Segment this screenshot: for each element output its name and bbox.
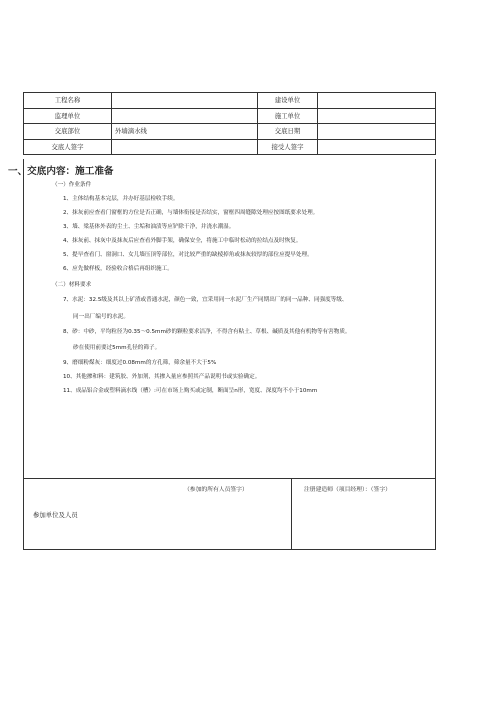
construction-unit-value <box>318 108 436 124</box>
all-participants-signature-hint: （参加的所有人员签字） <box>184 487 248 493</box>
briefer-signature-label: 交底人签字 <box>24 139 112 155</box>
owner-unit-label: 建设单位 <box>258 93 318 109</box>
signature-box <box>23 478 436 550</box>
info-row <box>24 139 436 155</box>
participants-label: 参加单位及人员 <box>33 511 78 519</box>
info-row <box>24 124 436 140</box>
list-item: 2、抹灰前应查看门窗框的方位是否正确，与墙体衔接是否结实，窗框四周缝隙处理应按图纸要求处理。 <box>63 210 319 216</box>
briefing-part-label: 交底部位 <box>24 124 112 140</box>
section-title: 一、交底内容：施工准备 <box>8 166 114 177</box>
signature-divider <box>291 479 292 549</box>
list-item: 4、抹灰前、抹灰中及抹灰后应查看外脚手架，确保安全，将施工中临时松动的拉结点及时恢复。 <box>63 238 302 244</box>
briefer-signature-value <box>112 139 258 155</box>
info-row <box>24 108 436 124</box>
briefing-content-box <box>8 159 436 479</box>
list-item: 11、成品铝合金或塑料滴水线（槽）:可在市场上购买或定制，断面呈n形，宽度、深度均不小于10mm <box>63 388 318 394</box>
project-name-label: 工程名称 <box>24 93 112 109</box>
owner-unit-value <box>318 93 436 109</box>
briefing-part-value: 外墙滴水线 <box>112 124 258 140</box>
subsection-title-materials: （二）材料要求 <box>52 282 92 288</box>
list-item: 10、其他掺和料：建筑胶、外加剂，其掺入量应参照其产品说明书或实验确定。 <box>63 374 261 380</box>
info-row <box>24 93 436 109</box>
briefing-date-value <box>318 124 436 140</box>
project-name-value <box>112 93 258 109</box>
supervision-unit-value <box>112 108 258 124</box>
list-item-continuation: 同一出厂编号的水泥。 <box>73 314 129 320</box>
list-item-continuation: 砂在使用前要过5mm孔径的筛子。 <box>73 345 161 351</box>
list-item: 3、墙、梁基体外表的尘土、尘垢和油渍等应铲除干净，并浇水潮湿。 <box>63 224 235 230</box>
list-item: 7、水泥：32.5级及其以上矿渣或普通水泥，颜色一致，宜采用同一水泥厂生产同期出厂的同一品种、同强度等级、 <box>63 297 348 303</box>
receiver-signature-value <box>318 139 436 155</box>
info-table <box>23 92 436 155</box>
list-item: 5、提早查看门、窗洞口、女儿墙压顶等部位，对比较严重的缺棱掉角或抹灰较厚的部位应提早处理。 <box>63 252 313 258</box>
construction-unit-label: 施工单位 <box>258 108 318 124</box>
supervision-unit-label: 监理单位 <box>24 108 112 124</box>
list-item: 8、砂：中砂，平均粒径为0.35～0.5mm砂的颗粒要求洁净，不得含有粘土、草根、碱质及其他有机物等有害物质。 <box>63 329 351 335</box>
receiver-signature-label: 接受人签字 <box>258 139 318 155</box>
briefing-date-label: 交底日期 <box>258 124 318 140</box>
list-item: 6、应先做样板，经验收合格后再组织施工。 <box>63 266 173 272</box>
engineer-signature-hint: 注册建造师（项目经理）：（签字） <box>304 487 391 493</box>
list-item: 9、磨细粉煤灰：细度过0.08mm的方孔筛，筛余量不大于5% <box>63 360 217 366</box>
subsection-title-conditions: （一）作业条件 <box>52 182 92 188</box>
list-item: 1、主体结构基本完层，并办好基层检收手续。 <box>63 196 179 202</box>
